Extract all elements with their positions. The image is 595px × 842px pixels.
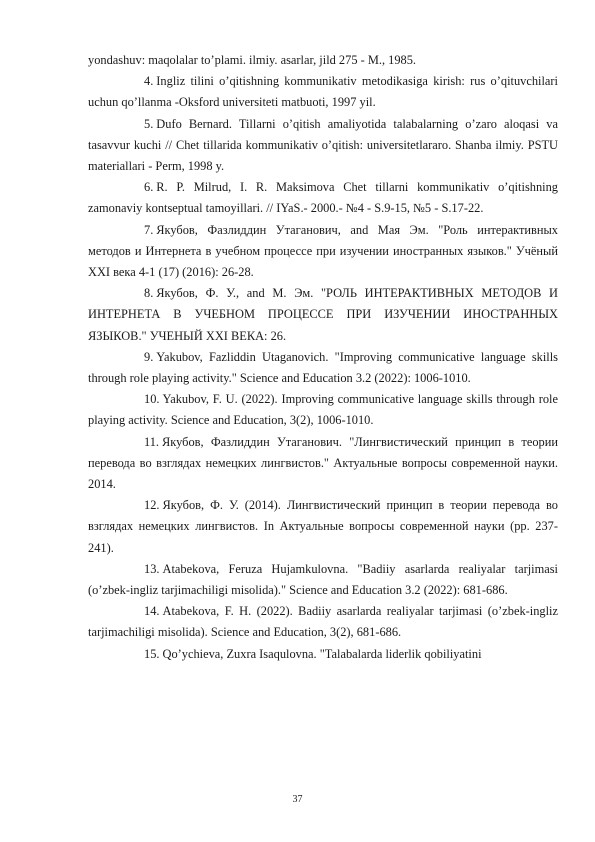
reference-text: Якубов, Фазлиддин Утаганович, and Мая Эм. "Роль интерактивных методов и Интернета в учебном процессе при изучении иностранных языков." Учёный XXI века 4-1 (17) (2016): 26-28. [88,222,558,280]
reference-text: Якубов, Ф. У. (2014). Лингвистический принцип в теории перевода во взглядах немецких лингвистов. In Актуальные вопросы современной науки (pp. 237-241). [88,498,558,555]
reference-number: 13. [144,561,160,576]
reference-number: 11. [144,434,160,449]
reference-item-8 [88,283,558,347]
reference-text: Atabekova, F. H. (2022). Badiiy asarlarda realiyalar tarjimasi (o’zbek-ingliz tarjimachiligi misolida). Science and Education, 3(2), 681-686. [88,604,558,640]
reference-text: Якубов, Ф. У., and М. Эм. "РОЛЬ ИНТЕРАКТИВНЫХ МЕТОДОВ И ИНТЕРНЕТА В УЧЕБНОМ ПРОЦЕССЕ ПРИ ИЗУЧЕНИИ ИНОСТРАННЫХ ЯЗЫКОВ." УЧЕНЫЙ XXI ВЕКА: 26. [88,286,558,343]
reference-number: 12. [144,498,160,513]
reference-item-9 [88,347,558,389]
reference-item-14 [88,601,558,643]
reference-number: 4. [144,74,154,89]
reference-text: Якубов, Фазлиддин Утаганович. "Лингвистический принцип в теории перевода во взглядах немецких лингвистов." Актуальные вопросы современной науки. 2014. [88,434,558,492]
reference-item-10 [88,389,558,431]
reference-number: 7. [144,222,154,237]
reference-number: 15. [144,646,160,661]
reference-text: Yakubov, F. U. (2022). Improving communicative language skills through role playing activity. Science and Education, 3(2), 1006-1010. [88,392,558,428]
reference-list [88,50,558,665]
reference-item-6 [88,177,558,219]
reference-text: Yakubov, Fazliddin Utaganovich. "Improving communicative language skills through role playing activity." Science and Education 3.2 (2022): 1006-1010. [88,349,558,386]
reference-item-5 [88,114,558,178]
reference-item-7 [88,220,558,284]
reference-item-11 [88,432,558,496]
reference-number: 8. [144,286,154,301]
reference-number: 9. [144,349,154,364]
reference-number: 5. [144,116,154,131]
page-number: 37 [292,794,303,805]
reference-number: 10. [144,392,160,407]
reference-number: 6. [144,180,154,195]
reference-continuation: yondashuv: maqolalar to’plami. ilmiy. asarlar, jild 275 - M., 1985. [88,53,417,67]
reference-item-15 [88,644,558,665]
reference-item-12 [88,495,558,559]
reference-text: Qo’ychieva, Zuxra Isaqulovna. "Talabalarda liderlik qobiliyatini [162,646,482,661]
reference-text: R. P. Milrud, I. R. Maksimova Chet tillarni kommunikativ o’qitishning zamonaviy kontseptual tamoyillari. // IYaS.- 2000.- №4 - S.9-15, №5 - S.17-22. [88,180,558,216]
reference-item-13 [88,559,558,601]
reference-number: 14. [144,604,160,619]
reference-text: Dufo Bernard. Tillarni o’qitish amaliyotida talabalarning o’zaro aloqasi va tasavvur kuchi // Chet tillarida kommunikativ o’qitish: universitetlararo. Shanba ilmiy. PSTU materiallari - Perm, 1998 y. [88,116,558,174]
reference-text: Ingliz tilini o’qitishning kommunikativ metodikasiga kirish: rus o’qituvchilari uchun qo’llanma -Oksford universiteti matbuoti, 1997 yil. [88,74,558,110]
reference-text: Atabekova, Feruza Hujamkulovna. "Badiiy asarlarda realiyalar tarjimasi (o’zbek-ingliz tarjimachiligi misolida)." Science and Education 3.2 (2022): 681-686. [88,561,558,598]
reference-item-4 [88,71,558,113]
